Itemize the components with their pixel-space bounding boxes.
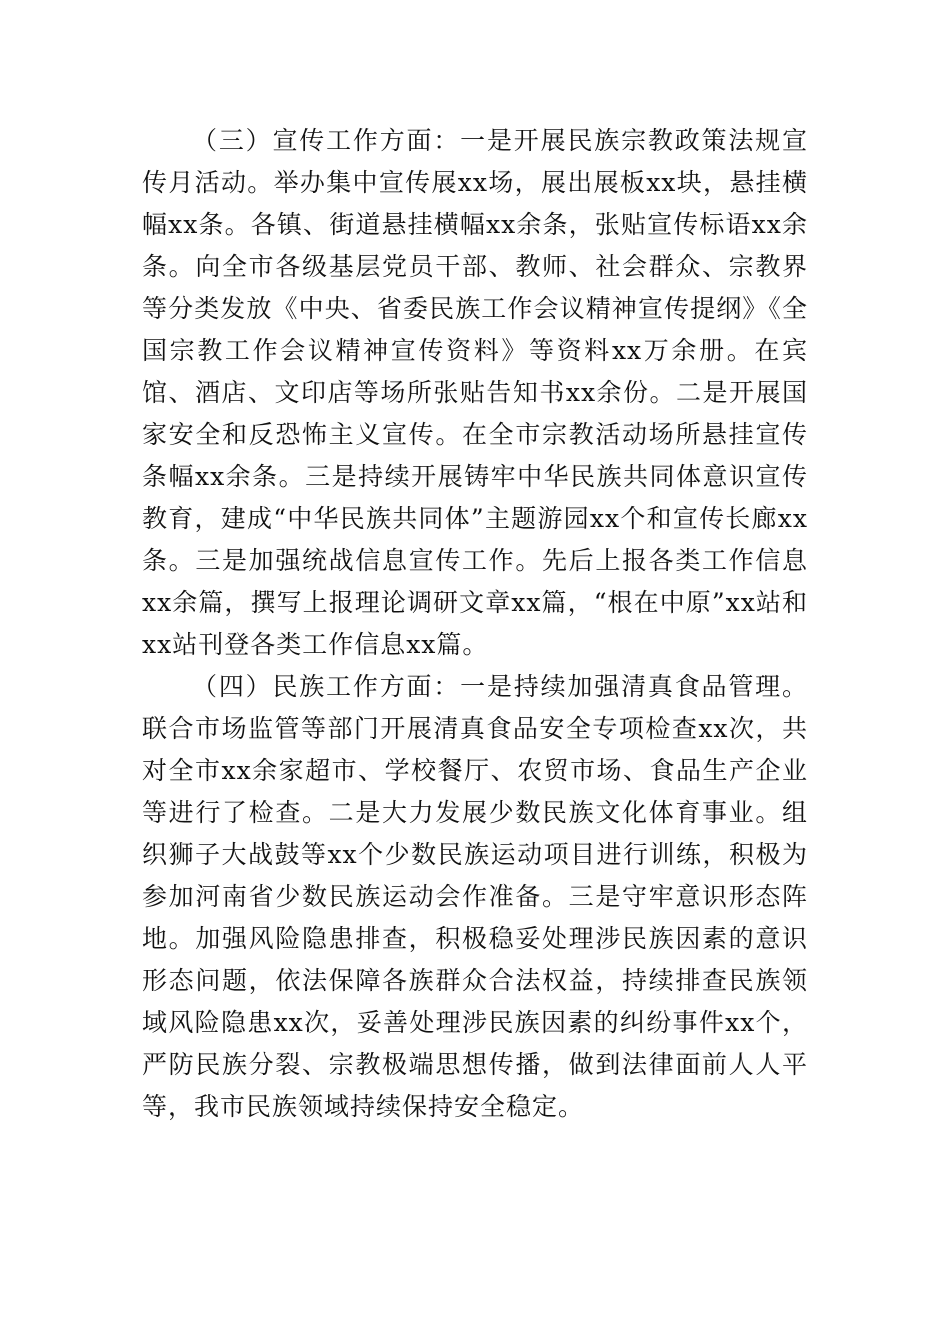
paragraph-publicity-work: （三）宣传工作方面：一是开展民族宗教政策法规宣传月活动。举办集中宣传展xx场，展出展板xx块，悬挂横幅xx条。各镇、街道悬挂横幅xx余条，张贴宣传标语xx余条。向全市各级基层党员干部、教师、社会群众、宗教界等分类发放《中央、省委民族工作会议精神宣传提纲》《全国宗教工作会议精神宣传资料》等资料xx万余册。在宾馆、酒店、文印店等场所张贴告知书xx余份。二是开展国家安全和反恐怖主义宣传。在全市宗教活动场所悬挂宣传条幅xx余条。三是持续开展铸牢中华民族共同体意识宣传教育，建成“中华民族共同体”主题游园xx个和宣传长廊xx条。三是加强统战信息宣传工作。先后上报各类工作信息xx余篇，撰写上报理论调研文章xx篇，“根在中原”xx站和xx站刊登各类工作信息xx篇。 bbox=[142, 126, 808, 659]
paragraph-ethnic-work: （四）民族工作方面：一是持续加强清真食品管理。联合市场监管等部门开展清真食品安全专项检查xx次，共对全市xx余家超市、学校餐厅、农贸市场、食品生产企业等进行了检查。二是大力发展少数民族文化体育事业。组织狮子大战鼓等xx个少数民族运动项目进行训练，积极为参加河南省少数民族运动会作准备。三是守牢意识形态阵地。加强风险隐患排查，积极稳妥处理涉民族因素的意识形态问题，依法保障各族群众合法权益，持续排查民族领域风险隐患xx次，妥善处理涉民族因素的纠纷事件xx个，严防民族分裂、宗教极端思想传播，做到法律面前人人平等，我市民族领域持续保持安全稳定。 bbox=[142, 672, 808, 1121]
document-body bbox=[142, 120, 808, 1128]
